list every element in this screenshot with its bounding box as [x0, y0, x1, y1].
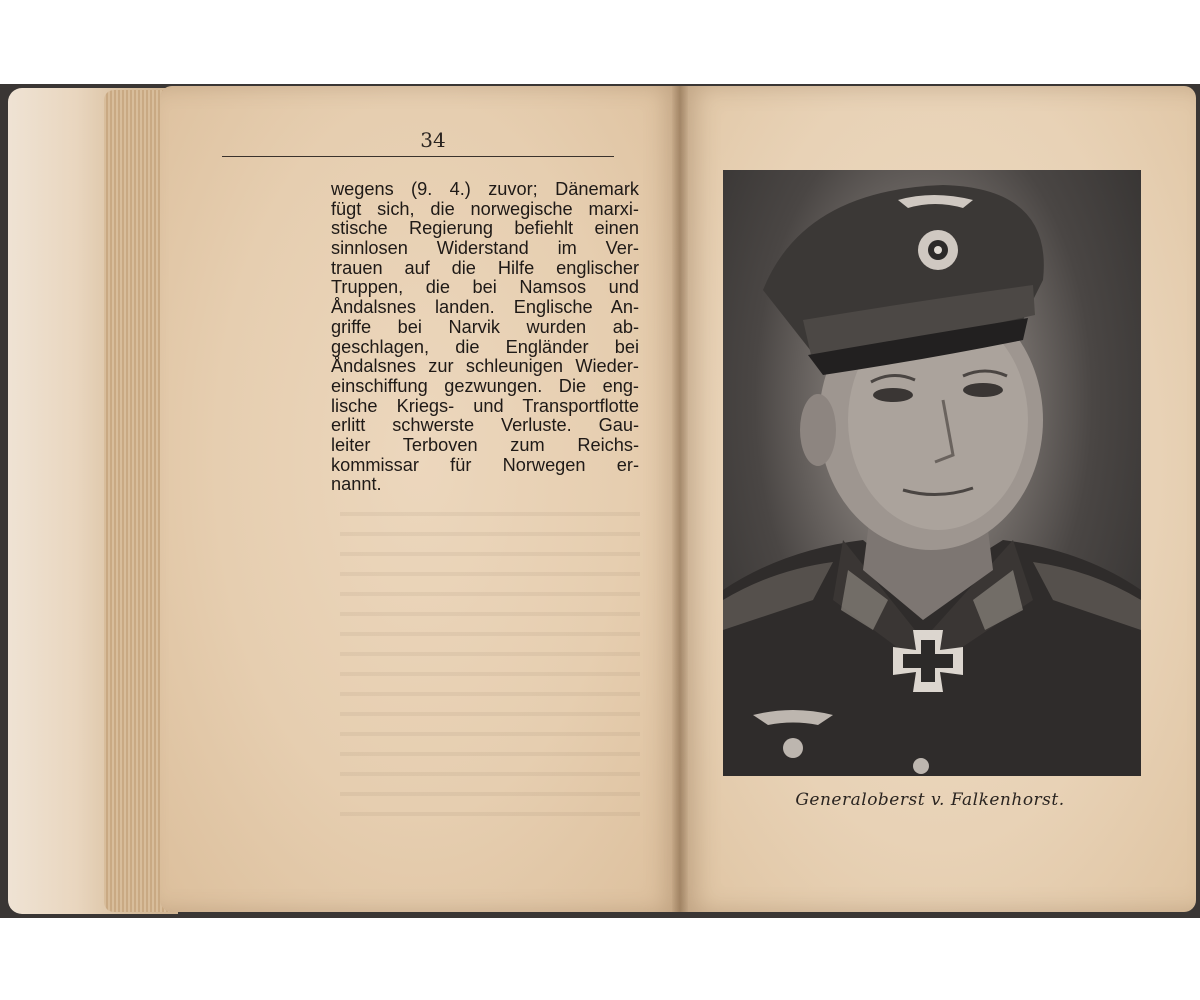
- header-rule: [222, 156, 614, 157]
- text-line: griffe bei Narvik wurden ab-: [331, 316, 639, 337]
- text-line: kommissar für Norwegen er-: [331, 454, 639, 475]
- photo-caption: Generaloberst v. Falkenhorst.: [795, 790, 1065, 810]
- portrait-illustration: [723, 170, 1141, 776]
- bleed-through-text: [340, 500, 640, 830]
- text-line: leiter Terboven zum Reichs-: [331, 434, 639, 455]
- book-gutter: [672, 86, 688, 912]
- text-line: Åndalsnes landen. Englische An-: [331, 297, 639, 318]
- text-line: Åndalsnes zur schleunigen Wieder-: [331, 356, 639, 377]
- text-line: fügt sich, die norwegische marxi-: [331, 198, 639, 219]
- text-line: geschlagen, die Engländer bei: [331, 336, 639, 357]
- body-text: [331, 180, 639, 495]
- text-line: Truppen, die bei Namsos und: [331, 277, 639, 298]
- portrait-photo: [723, 170, 1141, 776]
- text-line: erlitt schwerste Verluste. Gau-: [331, 415, 639, 436]
- text-line: stische Regierung befiehlt einen: [331, 218, 639, 239]
- text-line: einschiffung gezwungen. Die eng-: [331, 375, 639, 396]
- text-line: sinnlosen Widerstand im Ver-: [331, 238, 639, 259]
- page-number: 34: [420, 128, 446, 152]
- text-line: lische Kriegs- und Transportflotte: [331, 395, 639, 416]
- text-line: wegens (9. 4.) zuvor; Dänemark: [331, 179, 639, 199]
- text-line: trauen auf die Hilfe englischer: [331, 257, 639, 278]
- text-line: nannt.: [331, 474, 382, 495]
